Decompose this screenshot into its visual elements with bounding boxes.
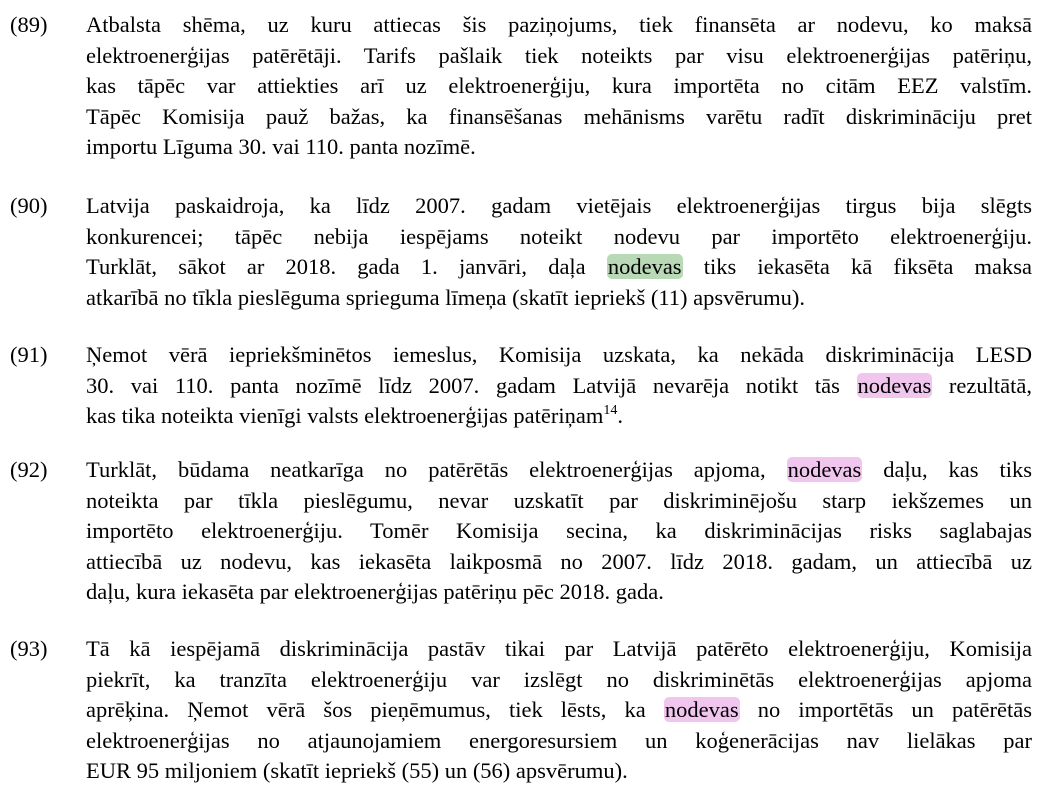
highlighted-term: nodevas xyxy=(607,254,682,279)
paragraph-number: (92) xyxy=(10,457,48,482)
text-segment: tiks iekasēta kā fiksēta maksa xyxy=(682,254,1032,279)
paragraph-number: (91) xyxy=(10,342,48,367)
text-line: konkurencei; tāpēc nebija iespējams noteikt nodevu par importēto elektroenerģiju. xyxy=(86,223,1032,249)
text-line: EUR 95 miljoniem (skatīt iepriekš (55) un (56) apsvērumu). xyxy=(86,758,628,783)
paragraph-body xyxy=(86,340,1032,432)
text-segment: 30. vai 110. panta nozīmē līdz 2007. gadam Latvijā nevarēja notikt tās xyxy=(86,372,857,398)
text-segment: kas tika noteikta vienīgi valsts elektroenerģijas patēriņam xyxy=(86,403,604,428)
text-line: Tā kā iespējamā diskriminācija pastāv tikai par Latvijā patērēto elektroenerģiju, Komisija xyxy=(86,636,1032,661)
text-line: Ņemot vērā iepriekšminētos iemeslus, Komisija uzskata, ka nekāda diskriminācija LESD xyxy=(86,342,1032,367)
paragraph-body xyxy=(86,10,1032,163)
text-segment: Turklāt, sākot ar 2018. gada 1. janvāri, daļa xyxy=(86,254,607,279)
paragraph-number: (89) xyxy=(10,12,48,37)
paragraph-body xyxy=(86,191,1032,313)
text-line: piekrīt, ka tranzīta elektroenerģiju var izslēgt no diskriminētās elektroenerģijas apjoma xyxy=(86,666,1032,692)
text-line xyxy=(86,401,1032,432)
text-line xyxy=(86,371,1032,402)
text-segment: Turklāt, būdama neatkarīga no patērētās elektroenerģijas apjoma, xyxy=(86,457,787,482)
text-segment: no importētās un patērētās xyxy=(739,697,1032,722)
text-line: importu Līguma 30. vai 110. panta nozīmē. xyxy=(86,134,476,159)
text-line: importēto elektroenerģiju. Tomēr Komisija secina, ka diskriminācijas risks saglabajas xyxy=(86,518,1032,543)
paragraph-body xyxy=(86,634,1032,787)
text-line: noteikta par tīkla pieslēgumu, nevar uzskatīt par diskriminējošu starp iekšzemes un xyxy=(86,487,1032,513)
text-line: daļu, kura iekasēta par elektroenerģijas patēriņu pēc 2018. gada. xyxy=(86,579,664,604)
text-line: atkarībā no tīkla pieslēguma sprieguma līmeņa (skatīt iepriekš (11) apsvērumu). xyxy=(86,284,805,310)
text-segment: daļu, kas tiks xyxy=(862,457,1032,482)
text-line: elektroenerģijas patērētāji. Tarifs pašlaik tiek noteikts par visu elektroenerģijas patēriņu, xyxy=(86,42,1032,68)
footnote-ref[interactable]: 14 xyxy=(603,403,618,418)
text-segment: aprēķina. Ņemot vērā šos pieņēmumus, tiek lēsts, ka xyxy=(86,697,664,722)
text-segment: rezultātā, xyxy=(932,372,1032,398)
paragraph-number: (90) xyxy=(10,193,48,218)
text-line: kas tāpēc var attiekties arī uz elektroenerģiju, kura importēta no citām EEZ valstīm. xyxy=(86,73,1032,98)
highlighted-term: nodevas xyxy=(787,457,862,482)
highlighted-term: nodevas xyxy=(664,697,739,722)
text-segment: . xyxy=(617,403,623,428)
text-line: Atbalsta shēma, uz kuru attiecas šis paziņojums, tiek finansēta ar nodevu, ko maksā xyxy=(86,12,1032,37)
text-line xyxy=(86,252,1032,283)
paragraph-body xyxy=(86,455,1032,608)
text-line: attiecībā uz nodevu, kas iekasēta laikposmā no 2007. līdz 2018. gadam, un attiecībā uz xyxy=(86,548,1032,574)
highlighted-term: nodevas xyxy=(857,372,932,398)
text-line xyxy=(86,695,1032,726)
paragraph-number: (93) xyxy=(10,636,48,661)
text-line: Latvija paskaidroja, ka līdz 2007. gadam vietējais elektroenerģijas tirgus bija slēgts xyxy=(86,193,1032,218)
text-line xyxy=(86,455,1032,486)
text-line: Tāpēc Komisija pauž bažas, ka finansēšanas mehānisms varētu radīt diskrimināciju pret xyxy=(86,103,1032,129)
text-line: elektroenerģijas no atjaunojamiem energoresursiem un koģenerācijas nav lielākas par xyxy=(86,727,1032,753)
